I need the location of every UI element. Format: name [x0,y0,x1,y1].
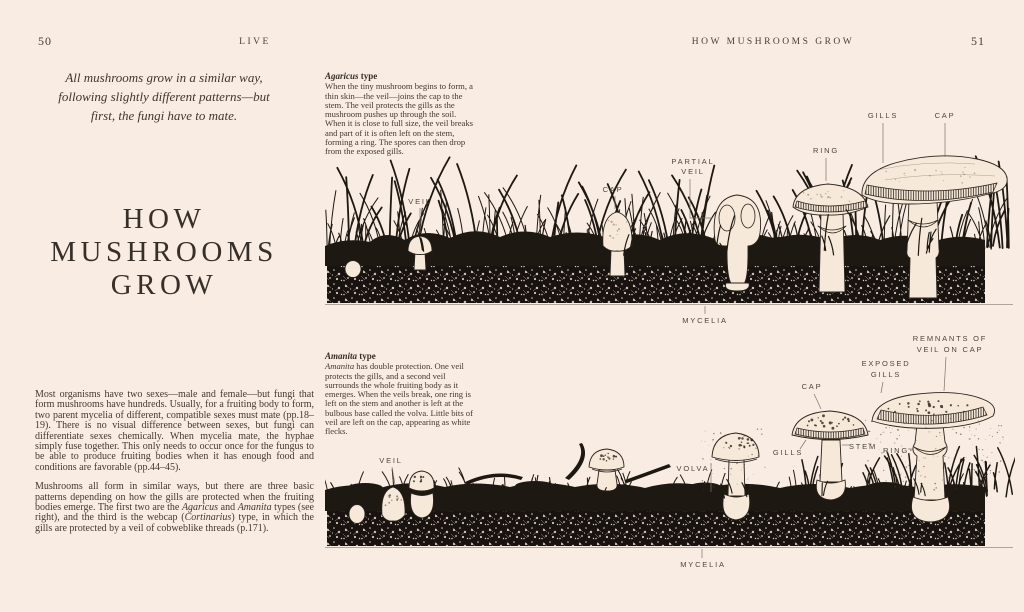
label-ring: RING [883,446,909,455]
label-cap: CAP [602,185,624,194]
label-remnants: VEIL ON CAP [916,345,984,354]
page-number-right: 51 [971,34,985,48]
label-cap-2: CAP [934,111,956,120]
intro-line: All mushrooms grow in a similar way, [65,70,263,85]
label-gills: GILLS [867,111,899,120]
label-mycelia: MYCELIA [680,560,726,569]
title-line: GROW [110,269,218,301]
amanita-stage-egg-underground [349,505,365,524]
body-text [35,390,314,543]
agaricus-stage-button [345,261,361,278]
label-veil: VEIL [408,197,432,206]
running-head-left: LIVE [239,37,271,47]
label-stem: STEM [848,442,878,451]
amanita-caption-text: Amanita has double protection. One veil protects the gills, and a second veil surrounds the whole fruiting body as it emerges. When the veils break, one ring is left on the stem and another is left at the bulbous base called the volva. Little bits of veil are left on the cap, appearing as white flecks. [325,361,473,437]
title-line: HOW [122,203,206,235]
intro-line: first, the fungi have to mate. [90,108,238,123]
label-partial-veil: VEIL [681,167,705,176]
title-line: MUSHROOMS [50,236,278,268]
label-volva: VOLVA [676,464,710,473]
label-remnants: REMNANTS OF [912,334,988,343]
page-title [30,203,298,302]
intro-line: following slightly different patterns—but [58,89,270,104]
amanita-illustration [325,330,1015,575]
label-ring: RING [813,146,839,155]
label-partial-veil: PARTIAL [671,157,715,166]
agaricus-caption-text: When the tiny mushroom begins to form, a thin skin—the veil—joins the cap to the stem. The veil protects the gills as the mushroom pushes up through the soil. When it is close to full size, the veil breaks and part of it is often left on the stem, forming a ring. The spores can then drop from the exposed gills. [325,81,473,157]
label-gills: GILLS [772,448,804,457]
agaricus-heading [325,72,477,81]
running-head-right: HOW MUSHROOMS GROW [691,37,855,47]
agaricus-heading-rest: type [358,71,378,81]
label-exposed-gills: EXPOSED [861,359,911,368]
agaricus-illustration [325,100,1015,330]
agaricus-heading-italic: Agaricus [325,71,359,81]
amanita-heading-rest: type [357,351,376,361]
label-mycelia: MYCELIA [682,316,728,325]
amanita-heading-italic: Amanita [325,351,358,361]
label-exposed-gills: GILLS [870,370,902,379]
label-cap: CAP [801,382,823,391]
body-paragraph-2: Mushrooms all form in similar ways, but there are three basic patterns depending on how the gills are protected when the fruiting bodies emerge. The first two are the Agaricus and Amanita types (see right), and the third is the webcap (Cortinarius) type, in which the gills are protected by a veil of cobweblike threads (p.171). [35,481,314,534]
page-number-left: 50 [38,34,52,48]
intro-quote [35,68,293,125]
body-paragraph-1: Most organisms have two sexes—male and female—but fungi that form mushrooms have hundreds. Usually, for a fruiting body to form, two parent mycelia of different, compatible sexes must mate (pp.18–19). There is no visual difference between sexes, but fungi can differentiate sexes chemically. When mycelia mate, the hyphae simply fuse together. This only needs to occur once for the fungus to be able to produce fruiting bodies when it has enough food and conditions are favorable (pp.44–45). [35,389,314,473]
label-veil: VEIL [379,456,403,465]
